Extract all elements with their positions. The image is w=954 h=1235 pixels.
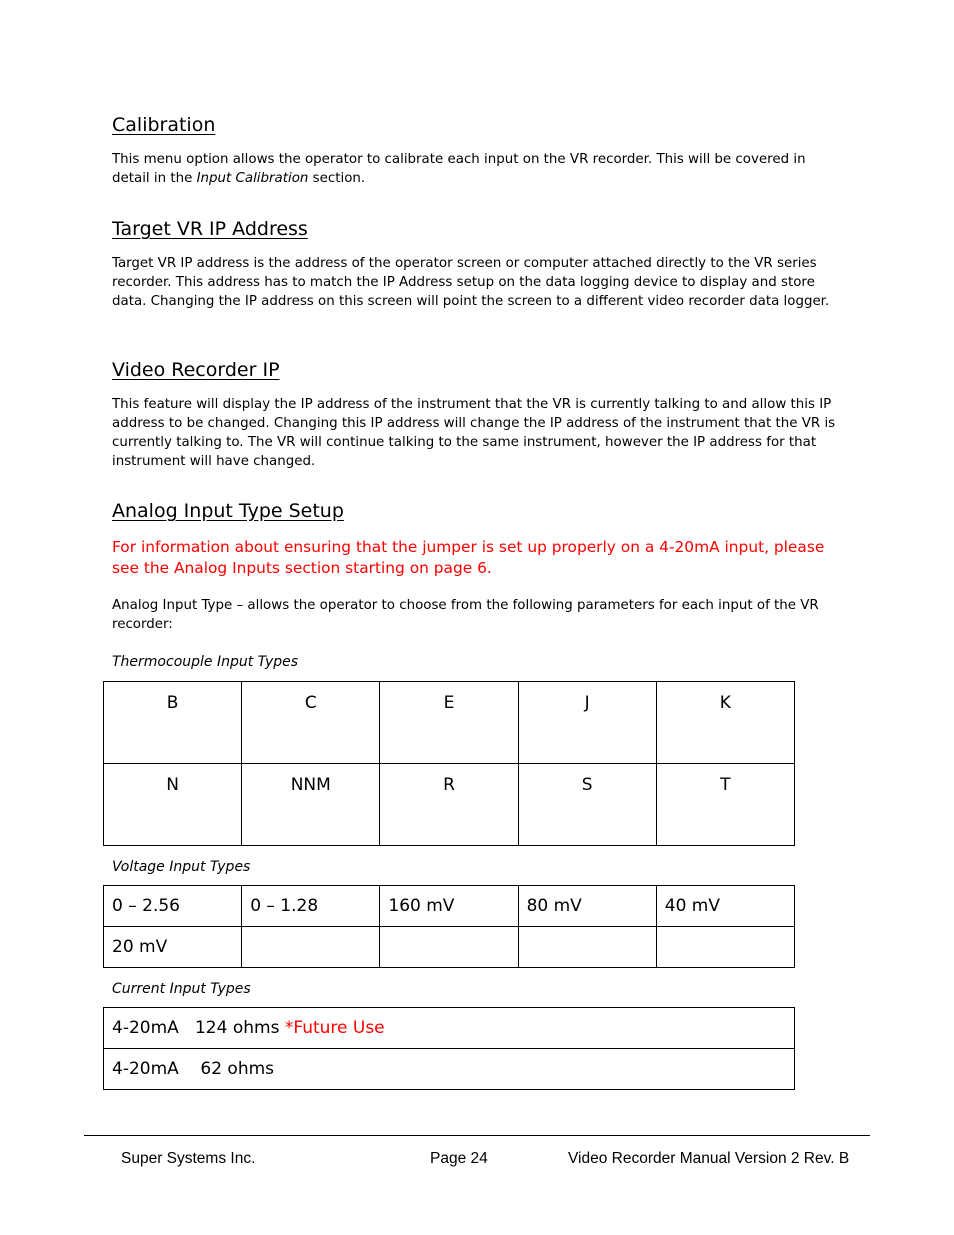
current-caption: Current Input Types (112, 981, 251, 997)
table-row (104, 886, 795, 927)
table-cell: 160 mV (380, 886, 518, 927)
footer-manual-title: Video Recorder Manual Version 2 Rev. B (568, 1150, 850, 1167)
table-row (104, 927, 795, 968)
table-cell: N (104, 764, 242, 846)
table-cell: T (656, 764, 794, 846)
table-cell (518, 927, 656, 968)
current-row1-text: 4-20mA 124 ohms (112, 1018, 285, 1038)
table-cell (104, 1008, 795, 1049)
target-ip-heading: Target VR IP Address (112, 218, 308, 240)
footer-page-number: Page 24 (430, 1150, 488, 1167)
table-cell: K (656, 682, 794, 764)
table-cell: 40 mV (656, 886, 794, 927)
target-ip-paragraph: Target VR IP address is the address of the operator screen or computer attached directly to the VR series recorder. This address has to match the IP Address setup on the data logging device to display and store data. Changing the IP address on this screen will point the screen to a different video recorder data logger. (112, 256, 830, 309)
future-use-note: *Future Use (284, 1018, 385, 1038)
calibration-text-after: section. (308, 171, 366, 186)
analog-warning: For information about ensuring that the jumper is set up properly on a 4-20mA input, please see the Analog Inputs section starting on page 6. (112, 538, 825, 577)
table-cell: 80 mV (518, 886, 656, 927)
table-cell (242, 927, 380, 968)
table-cell: 0 – 2.56 (104, 886, 242, 927)
table-cell: J (518, 682, 656, 764)
footer-company: Super Systems Inc. (121, 1150, 256, 1167)
table-cell: NNM (242, 764, 380, 846)
footer-divider (84, 1135, 870, 1136)
table-row (104, 1049, 795, 1090)
thermocouple-caption: Thermocouple Input Types (112, 654, 299, 670)
table-cell: R (380, 764, 518, 846)
thermocouple-table (103, 681, 795, 846)
analog-setup-heading: Analog Input Type Setup (112, 500, 344, 522)
video-recorder-ip-paragraph: This feature will display the IP address of the instrument that the VR is currently talking to and allow this IP address to be changed. Changing this IP address will change the IP address of the instrument that the VR is currently talking to. The VR will continue talking to the same instrument, however the IP address for that instrument will have changed. (112, 397, 836, 469)
calibration-text-before: This menu option allows the operator to calibrate each input on the VR recorder. This will be covered in detail in the (112, 152, 806, 186)
table-row (104, 1008, 795, 1049)
voltage-caption: Voltage Input Types (112, 859, 251, 875)
table-cell: 0 – 1.28 (242, 886, 380, 927)
calibration-link-text: Input Calibration (196, 171, 309, 186)
table-cell: C (242, 682, 380, 764)
table-cell: S (518, 764, 656, 846)
table-row (104, 682, 795, 764)
table-cell: 4-20mA 62 ohms (104, 1049, 795, 1090)
table-row (104, 764, 795, 846)
calibration-paragraph (112, 150, 840, 188)
table-cell: B (104, 682, 242, 764)
analog-setup-paragraph: Analog Input Type – allows the operator to choose from the following parameters for each input of the VR recorder: (112, 598, 819, 632)
video-recorder-ip-heading: Video Recorder IP (112, 359, 280, 381)
table-cell (380, 927, 518, 968)
table-cell (656, 927, 794, 968)
voltage-table (103, 885, 795, 968)
current-table (103, 1007, 795, 1090)
table-cell: 20 mV (104, 927, 242, 968)
table-cell: E (380, 682, 518, 764)
calibration-heading: Calibration (112, 114, 216, 136)
